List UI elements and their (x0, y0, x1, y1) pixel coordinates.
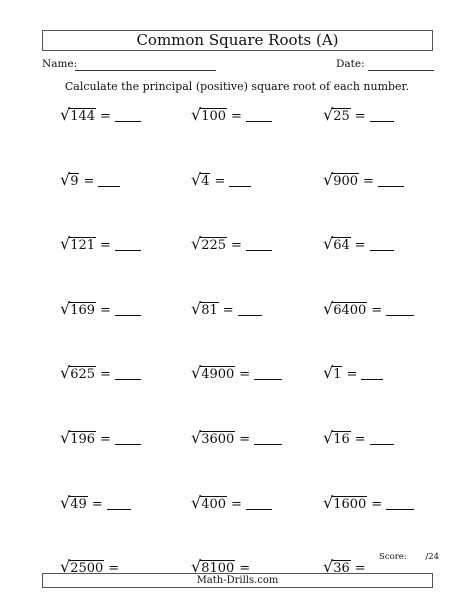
equals-sign: = (371, 302, 383, 318)
equals-sign: = (108, 561, 120, 577)
radicand: 196 (70, 432, 96, 447)
answer-blank[interactable] (370, 109, 394, 122)
radical-sign-icon: √ (191, 363, 202, 383)
radical-sign-icon: √ (323, 169, 334, 189)
radical-sign-icon: √ (60, 428, 71, 447)
radicand: 81 (201, 302, 218, 318)
square-root-expression (323, 494, 367, 512)
answer-blank[interactable] (229, 174, 251, 187)
radical-sign-icon: √ (60, 169, 71, 189)
square-root-expression (60, 171, 79, 189)
answer-blank[interactable] (115, 432, 141, 445)
radicand: 25 (333, 109, 350, 124)
problem-1 (60, 102, 141, 124)
equals-sign: = (100, 238, 111, 254)
worksheet-title: Common Square Roots (A) (42, 30, 433, 51)
radicand: 2500 (70, 561, 104, 577)
radical-sign-icon: √ (60, 298, 71, 318)
square-root-expression (60, 429, 96, 447)
radical-sign-icon: √ (60, 363, 71, 383)
square-root-expression (60, 364, 96, 382)
square-root-expression (323, 429, 351, 447)
answer-blank[interactable] (386, 303, 414, 316)
answer-blank[interactable] (378, 174, 404, 187)
problem-12 (323, 296, 414, 318)
equals-sign: = (214, 173, 226, 189)
problem-16 (60, 425, 141, 447)
radical-sign-icon: √ (323, 105, 334, 124)
equals-sign: = (91, 496, 103, 512)
radical-sign-icon: √ (323, 363, 334, 383)
problem-15 (323, 360, 383, 382)
radicand: 16 (333, 432, 350, 447)
problem-9 (323, 231, 394, 253)
answer-blank[interactable] (246, 497, 272, 510)
equals-sign: = (346, 367, 358, 383)
answer-blank[interactable] (246, 238, 272, 251)
equals-sign: = (231, 496, 242, 512)
date-blank-line (368, 70, 434, 71)
answer-blank[interactable] (386, 497, 414, 510)
equals-sign: = (231, 238, 242, 254)
answer-blank[interactable] (98, 174, 120, 187)
radical-sign-icon: √ (191, 428, 202, 447)
radicand: 169 (70, 302, 96, 318)
score-area (379, 552, 439, 562)
radicand: 36 (333, 561, 350, 577)
name-label: Name: (42, 58, 78, 70)
radical-sign-icon: √ (191, 557, 202, 577)
problem-17 (191, 425, 282, 447)
radical-sign-icon: √ (60, 557, 71, 577)
problem-11 (191, 296, 262, 318)
score-total: /24 (425, 552, 440, 562)
problem-2 (191, 102, 272, 124)
square-root-expression (323, 106, 351, 124)
square-root-expression (191, 300, 219, 318)
equals-sign: = (100, 367, 111, 383)
square-root-expression (323, 171, 359, 189)
square-root-expression (191, 171, 210, 189)
equals-sign: = (231, 109, 242, 124)
square-root-expression (60, 300, 96, 318)
radical-sign-icon: √ (191, 492, 202, 512)
square-root-expression (323, 364, 342, 382)
radicand: 144 (70, 109, 96, 124)
equals-sign: = (239, 561, 251, 577)
equals-sign: = (239, 367, 251, 383)
radicand: 4 (201, 173, 210, 189)
radicand: 3600 (201, 432, 235, 447)
radical-sign-icon: √ (323, 428, 334, 447)
name-blank-line (75, 70, 216, 71)
problem-6 (323, 167, 404, 189)
answer-blank[interactable] (254, 367, 282, 380)
radical-sign-icon: √ (323, 492, 334, 512)
problem-14 (191, 360, 282, 382)
radicand: 100 (201, 109, 227, 124)
radical-sign-icon: √ (60, 234, 71, 254)
radicand: 4900 (201, 367, 235, 383)
equals-sign: = (354, 561, 366, 577)
radical-sign-icon: √ (323, 557, 334, 577)
square-root-expression (323, 300, 367, 318)
radicand: 121 (70, 238, 96, 254)
radical-sign-icon: √ (60, 492, 71, 512)
problem-3 (323, 102, 394, 124)
radicand: 1600 (333, 496, 367, 512)
answer-blank[interactable] (254, 432, 282, 445)
equals-sign: = (354, 109, 366, 124)
radical-sign-icon: √ (323, 298, 334, 318)
problem-19 (60, 490, 131, 512)
square-root-expression (323, 235, 351, 253)
answer-blank[interactable] (238, 303, 262, 316)
equals-sign: = (354, 432, 366, 447)
problem-4 (60, 167, 120, 189)
radical-sign-icon: √ (191, 169, 202, 189)
answer-blank[interactable] (115, 238, 141, 251)
square-root-expression (60, 235, 96, 253)
problem-13 (60, 360, 141, 382)
problem-8 (191, 231, 272, 253)
radicand: 6400 (333, 302, 367, 318)
equals-sign: = (100, 432, 111, 447)
radical-sign-icon: √ (191, 234, 202, 254)
score-label: Score: (379, 552, 407, 562)
equals-sign: = (83, 173, 95, 189)
square-root-expression (191, 364, 235, 382)
radical-sign-icon: √ (191, 105, 202, 124)
answer-blank[interactable] (115, 303, 141, 316)
square-root-expression (191, 235, 227, 253)
equals-sign: = (371, 496, 383, 512)
radicand: 625 (70, 367, 96, 383)
radicand: 9 (70, 173, 79, 189)
answer-blank[interactable] (115, 109, 141, 122)
radical-sign-icon: √ (60, 105, 71, 124)
radicand: 400 (201, 496, 227, 512)
problem-18 (323, 425, 394, 447)
radicand: 1 (333, 367, 342, 383)
radicand: 900 (333, 173, 359, 189)
radicand: 64 (333, 238, 350, 254)
equals-sign: = (363, 173, 374, 189)
radicand: 49 (70, 496, 87, 512)
radical-sign-icon: √ (323, 234, 334, 254)
problem-20 (191, 490, 272, 512)
equals-sign: = (239, 432, 251, 447)
problem-5 (191, 167, 251, 189)
site-footer: Math-Drills.com (42, 573, 433, 588)
square-root-expression (60, 106, 96, 124)
answer-blank[interactable] (107, 497, 131, 510)
date-label: Date: (336, 58, 365, 70)
square-root-expression (191, 494, 227, 512)
problem-7 (60, 231, 141, 253)
equals-sign: = (222, 302, 234, 318)
answer-blank[interactable] (246, 109, 272, 122)
instructions: Calculate the principal (positive) square root of each number. (64, 80, 410, 93)
equals-sign: = (100, 302, 111, 318)
answer-blank[interactable] (361, 367, 383, 380)
radicand: 8100 (201, 561, 235, 577)
square-root-expression (60, 494, 88, 512)
problem-21 (323, 490, 414, 512)
radical-sign-icon: √ (191, 298, 202, 318)
answer-blank[interactable] (370, 238, 394, 251)
equals-sign: = (354, 238, 366, 254)
square-root-expression (191, 106, 227, 124)
problem-10 (60, 296, 141, 318)
radicand: 225 (201, 238, 227, 254)
answer-blank[interactable] (370, 432, 394, 445)
equals-sign: = (100, 109, 111, 124)
square-root-expression (191, 429, 235, 447)
answer-blank[interactable] (115, 367, 141, 380)
